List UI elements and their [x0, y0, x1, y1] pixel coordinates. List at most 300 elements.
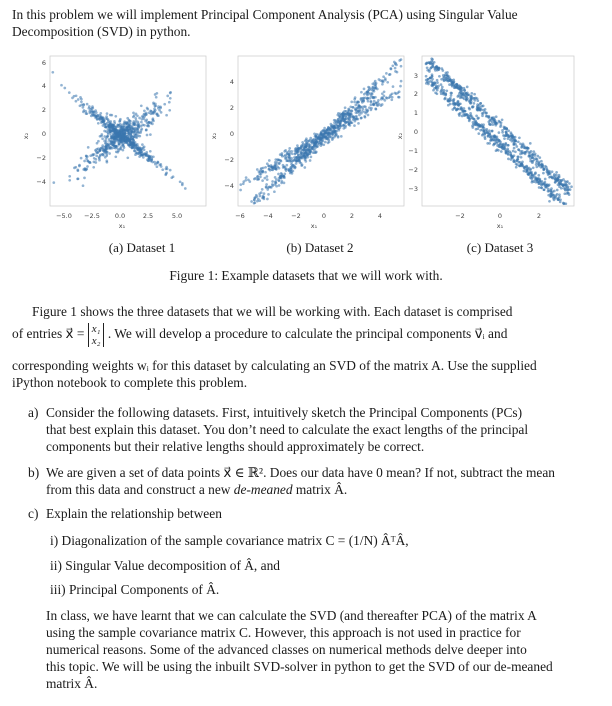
scatter-point — [133, 143, 136, 146]
scatter-point — [371, 86, 374, 89]
scatter-point — [359, 106, 362, 109]
question-b-line-2b: matrix Â. — [292, 482, 348, 497]
scatter-point — [483, 136, 486, 139]
scatter-point — [89, 161, 92, 164]
scatter-point — [366, 110, 369, 113]
scatter-point — [546, 169, 549, 172]
y-tick: −3 — [408, 185, 418, 193]
scatter-point — [563, 202, 566, 205]
scatter-point — [361, 108, 364, 111]
scatter-point — [169, 97, 172, 100]
scatter-point — [450, 92, 453, 95]
scatter-point — [149, 150, 152, 153]
scatter-point — [538, 186, 541, 189]
scatter-point — [351, 121, 354, 124]
scatter-point — [278, 184, 281, 187]
scatter-point — [473, 102, 476, 105]
scatter-point — [287, 160, 290, 163]
scatter-point — [68, 175, 71, 178]
scatter-point — [98, 116, 101, 119]
scatter-point — [540, 187, 543, 190]
y-tick: 2 — [41, 106, 46, 114]
question-c-i: i) Diagonalization of the sample covariance matrix C = (1/N) ÂᵀÂ, — [50, 533, 409, 548]
scatter-point — [505, 133, 508, 136]
scatter-point — [114, 132, 117, 135]
scatter-point — [108, 152, 111, 155]
scatter-point — [309, 159, 312, 162]
question-b-label: b) — [28, 465, 40, 480]
scatter-point — [367, 114, 370, 117]
scatter-point — [264, 166, 267, 169]
scatter-point — [528, 167, 531, 170]
scatter-point — [548, 184, 551, 187]
question-a — [28, 404, 522, 421]
scatter-point — [558, 193, 561, 196]
scatter-point — [110, 141, 113, 144]
scatter-point — [507, 158, 510, 161]
scatter-point — [386, 97, 389, 100]
scatter-point — [332, 126, 335, 129]
paragraph-line-3: corresponding weights wᵢ for this dataset by calculating an SVD of the matrix A. Use the supplied — [12, 358, 537, 373]
scatter-point — [311, 148, 314, 151]
x-tick: 2.5 — [142, 212, 154, 220]
scatter-point — [495, 115, 498, 118]
paragraph-line-2 — [12, 323, 600, 351]
scatter-point — [354, 120, 357, 123]
plot-dataset-3 — [396, 56, 600, 231]
scatter-point — [527, 147, 530, 150]
scatter-point — [518, 136, 521, 139]
scatter-point — [499, 143, 502, 146]
scatter-point — [459, 102, 462, 105]
y-axis-label: x₂ — [210, 132, 218, 140]
scatter-point — [140, 129, 143, 132]
y-tick: 4 — [229, 78, 234, 86]
x-axis-label: x₁ — [118, 222, 126, 230]
scatter-point — [84, 110, 87, 113]
scatter-point — [90, 107, 93, 110]
scatter-point — [477, 117, 480, 120]
scatter-point — [536, 158, 539, 161]
scatter-point — [283, 173, 286, 176]
scatter-point — [374, 107, 377, 110]
scatter-point — [320, 137, 323, 140]
scatter-point — [400, 80, 403, 83]
scatter-point — [51, 71, 54, 74]
scatter-point — [136, 136, 139, 139]
scatter-point — [296, 160, 299, 163]
vector-x-bottom: x₂ — [91, 335, 101, 347]
scatter-point — [484, 108, 487, 111]
scatter-point — [532, 160, 535, 163]
scatter-point — [366, 94, 369, 97]
scatter-point — [505, 152, 508, 155]
y-tick: 2 — [413, 90, 418, 98]
scatter-point — [150, 159, 153, 162]
scatter-point — [239, 189, 242, 192]
scatter-point — [481, 134, 484, 137]
x-tick: −6 — [235, 212, 245, 220]
scatter-point — [348, 118, 351, 121]
scatter-point — [468, 99, 471, 102]
scatter-point — [266, 188, 269, 191]
scatter-point — [310, 156, 313, 159]
scatter-point — [336, 125, 339, 128]
scatter-point — [168, 109, 171, 112]
scatter-point — [145, 128, 148, 131]
scatter-point — [156, 161, 159, 164]
scatter-point — [250, 200, 253, 203]
scatter-point — [138, 131, 141, 134]
scatter-point — [115, 126, 118, 129]
scatter-point — [263, 192, 266, 195]
scatter-point — [331, 133, 334, 136]
question-b-emphasis: de-meaned — [233, 482, 293, 497]
scatter-point — [298, 160, 301, 163]
scatter-point — [474, 97, 477, 100]
plot-dataset-1-svg — [22, 56, 218, 231]
scatter-point — [514, 150, 517, 153]
scatter-point — [83, 177, 86, 180]
scatter-point — [521, 152, 524, 155]
scatter-point — [283, 155, 286, 158]
scatter-point — [381, 83, 384, 86]
scatter-point — [283, 182, 286, 185]
closing-line-1: In class, we have learnt that we can calculate the SVD (and thereafter PCA) of the matrix A — [46, 608, 537, 623]
scatter-point — [517, 155, 520, 158]
scatter-point — [140, 121, 143, 124]
scatter-point — [119, 126, 122, 129]
scatter-point — [75, 100, 78, 103]
scatter-point — [509, 153, 512, 156]
scatter-point — [488, 123, 491, 126]
scatter-point — [256, 175, 259, 178]
scatter-point — [273, 190, 276, 193]
scatter-point — [441, 86, 444, 89]
scatter-point — [453, 98, 456, 101]
scatter-point — [129, 129, 132, 132]
scatter-point — [288, 150, 291, 153]
scatter-point — [80, 157, 83, 160]
scatter-point — [282, 164, 285, 167]
scatter-point — [271, 184, 274, 187]
scatter-point — [516, 158, 519, 161]
scatter-point — [481, 112, 484, 115]
scatter-point — [445, 89, 448, 92]
question-a-label: a) — [28, 405, 39, 420]
scatter-point — [400, 58, 403, 61]
scatter-point — [369, 97, 372, 100]
scatter-point — [442, 93, 445, 96]
scatter-point — [513, 147, 516, 150]
scatter-point — [95, 155, 98, 158]
scatter-point — [515, 163, 518, 166]
scatter-point — [143, 152, 146, 155]
scatter-point — [337, 136, 340, 139]
scatter-point — [363, 105, 366, 108]
scatter-point — [344, 106, 347, 109]
scatter-point — [105, 115, 108, 118]
scatter-point — [502, 143, 505, 146]
scatter-point — [567, 185, 570, 188]
scatter-point — [283, 150, 286, 153]
scatter-point — [63, 87, 66, 90]
scatter-point — [103, 123, 106, 126]
scatter-point — [160, 165, 163, 168]
scatter-point — [468, 120, 471, 123]
scatter-point — [121, 128, 124, 131]
scatter-point — [389, 67, 392, 70]
scatter-point — [161, 168, 164, 171]
scatter-point — [446, 71, 449, 74]
scatter-point — [160, 111, 163, 114]
scatter-point — [374, 96, 377, 99]
caption-dataset-2: (b) Dataset 2 — [286, 240, 354, 255]
scatter-point — [485, 128, 488, 131]
scatter-point — [519, 143, 522, 146]
scatter-point — [141, 118, 144, 121]
scatter-point — [459, 86, 462, 89]
scatter-point — [537, 174, 540, 177]
y-tick: −2 — [36, 154, 46, 162]
scatter-point — [531, 179, 534, 182]
scatter-point — [463, 114, 466, 117]
scatter-point — [152, 155, 155, 158]
closing-line-3: numerical reasons. Some of the advanced classes on numerical methods delve deeper into — [46, 642, 527, 657]
scatter-point — [444, 97, 447, 100]
scatter-point — [456, 95, 459, 98]
scatter-point — [143, 124, 146, 127]
scatter-point — [562, 187, 565, 190]
scatter-point — [349, 106, 352, 109]
scatter-point — [165, 114, 168, 117]
scatter-point — [558, 176, 561, 179]
scatter-point — [329, 129, 332, 132]
scatter-point — [278, 179, 281, 182]
scatter-point — [436, 79, 439, 82]
scatter-point — [488, 129, 491, 132]
scatter-point — [91, 154, 94, 157]
scatter-point — [119, 118, 122, 121]
scatter-point — [473, 93, 476, 96]
scatter-point — [315, 144, 318, 147]
scatter-point — [542, 172, 545, 175]
y-tick: −2 — [408, 166, 418, 174]
scatter-point — [500, 146, 503, 149]
x-axis-label: x₁ — [310, 222, 318, 230]
scatter-point — [486, 131, 489, 134]
scatter-point — [466, 86, 469, 89]
scatter-point — [360, 116, 363, 119]
scatter-point — [386, 81, 389, 84]
scatter-point — [86, 155, 89, 158]
scatter-point — [352, 106, 355, 109]
scatter-point — [103, 135, 106, 138]
scatter-point — [502, 134, 505, 137]
scatter-point — [141, 150, 144, 153]
question-c-iii: iii) Principal Components of Â. — [50, 582, 220, 597]
scatter-point — [549, 195, 552, 198]
scatter-point — [362, 100, 365, 103]
question-c-ii: ii) Singular Value decomposition of Â, and — [50, 558, 280, 573]
scatter-point — [282, 166, 285, 169]
scatter-point — [168, 101, 171, 104]
scatter-point — [88, 110, 91, 113]
x-tick: 0 — [321, 212, 327, 220]
scatter-point — [510, 158, 513, 161]
scatter-point — [239, 183, 242, 186]
scatter-point — [288, 168, 291, 171]
scatter-point — [135, 134, 138, 137]
scatter-point — [537, 181, 540, 184]
scatter-point — [266, 178, 269, 181]
scatter-point — [517, 140, 520, 143]
scatter-point — [322, 135, 325, 138]
scatter-point — [349, 124, 352, 127]
scatter-point — [556, 178, 559, 181]
scatter-point — [285, 164, 288, 167]
caption-dataset-3: (c) Dataset 3 — [466, 240, 534, 255]
scatter-point — [356, 118, 359, 121]
scatter-point — [114, 115, 117, 118]
scatter-point — [275, 185, 278, 188]
scatter-point — [455, 86, 458, 89]
scatter-point — [267, 164, 270, 167]
scatter-point — [453, 102, 456, 105]
scatter-point — [132, 139, 135, 142]
scatter-point — [143, 112, 146, 115]
scatter-point — [339, 115, 342, 118]
scatter-point — [88, 105, 91, 108]
scatter-point — [499, 125, 502, 128]
scatter-point — [394, 67, 397, 70]
scatter-point — [510, 131, 513, 134]
scatter-point — [91, 113, 94, 116]
scatter-point — [460, 107, 463, 110]
scatter-point — [122, 149, 125, 152]
scatter-point — [492, 123, 495, 126]
scatter-point — [146, 107, 149, 110]
scatter-point — [271, 180, 274, 183]
scatter-point — [60, 84, 63, 87]
scatter-point — [500, 150, 503, 153]
scatter-point — [119, 131, 122, 134]
scatter-point — [299, 147, 302, 150]
scatter-point — [68, 179, 71, 182]
scatter-point — [540, 163, 543, 166]
scatter-point — [532, 166, 535, 169]
scatter-point — [146, 134, 149, 137]
scatter-point — [478, 104, 481, 107]
scatter-point — [126, 156, 129, 159]
scatter-point — [529, 175, 532, 178]
scatter-point — [431, 82, 434, 85]
scatter-point — [475, 115, 478, 118]
scatter-point — [364, 116, 367, 119]
intro-text: In this problem we will implement Principal Component Analysis (PCA) using Singular Value Decomposition (SVD) in python. — [12, 7, 518, 39]
scatter-point — [73, 95, 76, 98]
scatter-point — [396, 71, 399, 74]
scatter-point — [164, 173, 167, 176]
scatter-point — [95, 111, 98, 114]
scatter-point — [557, 197, 560, 200]
scatter-point — [99, 153, 102, 156]
scatter-point — [375, 82, 378, 85]
scatter-point — [140, 104, 143, 107]
scatter-point — [334, 134, 337, 137]
scatter-point — [436, 81, 439, 84]
scatter-point — [538, 156, 541, 159]
scatter-point — [511, 135, 514, 138]
scatter-dataset-2 — [239, 58, 402, 204]
scatter-point — [264, 171, 267, 174]
scatter-point — [320, 132, 323, 135]
scatter-point — [143, 109, 146, 112]
scatter-point — [339, 125, 342, 128]
scatter-point — [127, 130, 130, 133]
scatter-point — [138, 135, 141, 138]
scatter-point — [132, 112, 135, 115]
scatter-point — [385, 72, 388, 75]
scatter-point — [448, 83, 451, 86]
scatter-point — [266, 198, 269, 201]
scatter-point — [329, 127, 332, 130]
scatter-point — [313, 140, 316, 143]
scatter-point — [248, 180, 251, 183]
scatter-point — [350, 112, 353, 115]
scatter-point — [320, 142, 323, 145]
scatter-point — [307, 149, 310, 152]
scatter-point — [149, 133, 152, 136]
scatter-point — [563, 183, 566, 186]
scatter-point — [543, 167, 546, 170]
scatter-point — [495, 121, 498, 124]
x-tick: 0.0 — [114, 212, 126, 220]
scatter-point — [373, 100, 376, 103]
scatter-point — [134, 117, 137, 120]
scatter-point — [469, 112, 472, 115]
scatter-point — [429, 80, 432, 83]
scatter-point — [428, 61, 431, 64]
scatter-point — [52, 181, 55, 184]
scatter-point — [329, 136, 332, 139]
scatter-point — [435, 86, 438, 89]
scatter-point — [261, 188, 264, 191]
scatter-point — [152, 103, 155, 106]
scatter-point — [524, 165, 527, 168]
scatter-point — [301, 163, 304, 166]
scatter-point — [503, 137, 506, 140]
scatter-point — [474, 121, 477, 124]
scatter-point — [166, 95, 169, 98]
scatter-point — [110, 130, 113, 133]
x-tick: −2 — [455, 212, 465, 220]
scatter-point — [298, 156, 301, 159]
paragraph-line-2-prefix: of entries x⃗ = — [12, 326, 85, 342]
scatter-point — [556, 189, 559, 192]
scatter-point — [487, 120, 490, 123]
scatter-point — [107, 119, 110, 122]
scatter-point — [440, 78, 443, 81]
scatter-point — [155, 96, 158, 99]
scatter-point — [242, 180, 245, 183]
question-a-line-1: Consider the following datasets. First, intuitively sketch the Principal Components (PCs) — [46, 405, 523, 420]
scatter-point — [330, 123, 333, 126]
scatter-point — [512, 160, 515, 163]
scatter-point — [291, 152, 294, 155]
scatter-point — [272, 167, 275, 170]
scatter-point — [390, 98, 393, 101]
